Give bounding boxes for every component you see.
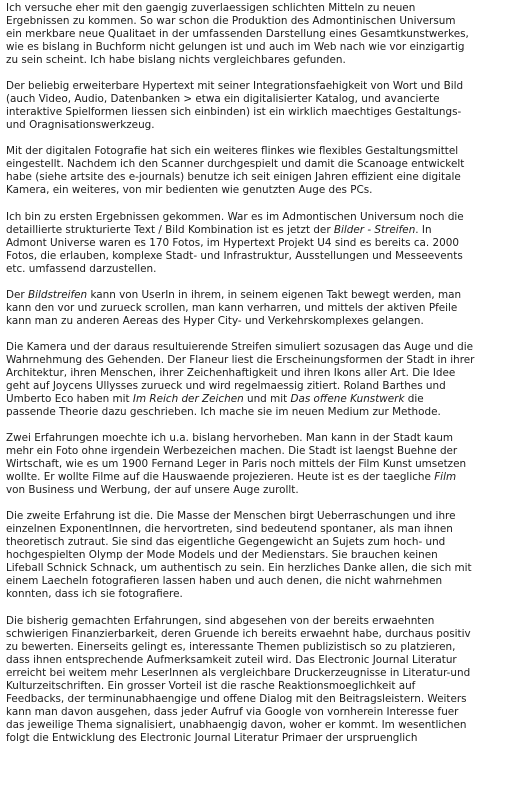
text-line <box>6 237 504 250</box>
text-segment: Der <box>6 288 28 301</box>
text-line <box>6 693 504 706</box>
text-line <box>6 354 504 367</box>
text-line <box>6 628 504 641</box>
text-line <box>6 641 504 654</box>
text-segment: zu bewerten. Einerseits gelingt es, interessante Themen publizistisch so zu platzieren, <box>6 640 456 653</box>
text-line <box>6 106 504 119</box>
text-segment: und mit <box>243 392 291 405</box>
text-line <box>6 211 504 224</box>
italic-title: Im Reich der Zeichen <box>132 392 244 405</box>
text-line <box>6 484 504 497</box>
text-segment: folgt die Entwicklung des Electronic Journal Literatur Primaer der urspruenglich <box>6 731 418 744</box>
text-line <box>6 15 504 28</box>
text-line <box>6 263 504 276</box>
text-segment: eingestellt. Nachdem ich den Scanner durchgespielt und damit die Scanoage entwickelt <box>6 158 465 171</box>
text-line <box>6 2 504 15</box>
italic-title: Bildstreifen <box>27 288 88 301</box>
text-segment: Der beliebig erweiterbare Hypertext mit seiner Integrationsfaehigkeit von Wort und Bild <box>6 80 464 93</box>
text-line <box>6 158 504 171</box>
text-line <box>6 171 504 184</box>
text-segment: wollte. Er wollte Filme auf die Hauswaende projezieren. Heute ist es der taegliche <box>6 471 435 484</box>
text-segment: Mit der digitalen Fotografie hat sich ein weiteres flinkes wie flexibles Gestaltungsmittel <box>6 145 459 158</box>
text-line <box>6 588 504 601</box>
text-line <box>6 719 504 732</box>
text-line <box>6 54 504 67</box>
text-line <box>6 510 504 523</box>
text-segment: habe (siehe artsite des e-journals) benutze ich seit einigen Jahren effizient eine digitale <box>6 171 461 184</box>
text-segment: Kulturzeitschriften. Ein grosser Vorteil ist die rasche Reaktionsmoeglichkeit auf <box>6 679 416 692</box>
text-line <box>6 302 504 315</box>
text-segment: mehr ein Foto ohne irgendein Werbezeichen machen. Die Stadt ist laengst Buehne der <box>6 445 458 458</box>
text-segment: Die bisherig gemachten Erfahrungen, sind abgesehen von der bereits erwaehnten <box>6 614 435 627</box>
text-segment: kann man davon ausgehen, dass jeder Aufruf via Google von vornherein Interesse fuer <box>6 705 459 718</box>
text-line <box>6 406 504 419</box>
text-segment: Fotos, die erlauben, komplexe Stadt- und Infrastruktur, Ausstellungen und Messeevents <box>6 249 463 262</box>
text-line <box>6 341 504 354</box>
paragraph <box>6 615 504 745</box>
italic-title: Das offene Kunstwerk <box>290 392 405 405</box>
text-segment: und Oragnisationswerkzeug. <box>6 119 155 132</box>
text-segment: die <box>404 392 424 405</box>
text-line <box>6 119 504 132</box>
paragraph <box>6 289 504 328</box>
text-segment: detaillierte strukturierte Text / Bild Kombination ist es jetzt der <box>6 223 334 236</box>
paragraph <box>6 510 504 601</box>
text-segment: kann von UserIn in ihrem, in seinem eigenen Takt bewegt werden, man <box>87 288 462 301</box>
text-line <box>6 667 504 680</box>
text-line <box>6 615 504 628</box>
text-line <box>6 445 504 458</box>
text-line <box>6 654 504 667</box>
text-segment: von Business und Werbung, der auf unsere Auge zurollt. <box>6 484 299 497</box>
text-segment: Admont Universe waren es 170 Fotos, im Hypertext Projekt U4 sind es bereits ca. 2000 <box>6 236 459 249</box>
text-line <box>6 28 504 41</box>
text-line <box>6 224 504 237</box>
text-line <box>6 393 504 406</box>
text-segment: Die Kamera und der daraus resultuierende Streifen simuliert sozusagen das Auge und die <box>6 340 473 353</box>
text-line <box>6 80 504 93</box>
text-segment: einzelnen ExponentInnen, die hervortreten, sind bedeutend spontaner, als man ihnen <box>6 523 453 536</box>
text-line <box>6 549 504 562</box>
text-line <box>6 732 504 745</box>
text-segment: Architektur, ihren Menschen, ihrer Zeichenhaftigkeit und ihren Ikons aller Art. Die Idee <box>6 366 456 379</box>
text-segment: ein merkbare neue Qualitaet in der umfassenden Darstellung eines Gesamtkunstwerkes, <box>6 28 469 40</box>
text-segment: das jeweilige Thema signalisiert, unabhaengig davon, woher er kommt. Im wesentlichen <box>6 718 467 731</box>
italic-title: Bilder - Streifen <box>333 223 416 236</box>
text-line <box>6 315 504 328</box>
paragraph <box>6 341 504 419</box>
text-line <box>6 367 504 380</box>
text-segment: etc. umfassend darzustellen. <box>6 262 157 275</box>
text-segment: Umberto Eco haben mit <box>6 392 133 405</box>
text-segment: schwierigen Finanzierbarkeit, deren Gruende ich bereits erwaehnt habe, durchaus positiv <box>6 627 471 640</box>
paragraph <box>6 432 504 497</box>
text-line <box>6 93 504 106</box>
text-segment: Ich versuche eher mit den gaengig zuverlaessigen schlichten Mitteln zu neuen <box>6 2 416 14</box>
text-line <box>6 380 504 393</box>
text-segment: Lifeball Schnick Schnack, um authentisch zu sein. Ein herzliches Danke allen, die sich mit <box>6 562 472 575</box>
text-segment: hochgespielten Olymp der Mode Models und der Medienstars. Sie brauchen keinen <box>6 549 438 562</box>
paragraph <box>6 145 504 197</box>
text-line <box>6 562 504 575</box>
text-segment: Kamera, ein weiteres, von mir bedienten wie genutzten Auge des PCs. <box>6 184 373 197</box>
text-line <box>6 471 504 484</box>
text-line <box>6 289 504 302</box>
text-segment: interaktive Spielformen liessen sich einbinden) ist ein wirklich maechtiges Gestaltungs- <box>6 106 462 119</box>
text-segment: passende Theorie dazu geschrieben. Ich mache sie im neuen Medium zur Methode. <box>6 405 441 418</box>
text-line <box>6 575 504 588</box>
text-line <box>6 145 504 158</box>
text-line <box>6 184 504 197</box>
text-segment: geht auf Joycens Ullysses zurueck und wird regelmaessig zitiert. Roland Barthes und <box>6 379 446 392</box>
text-line <box>6 536 504 549</box>
text-segment: zu sein scheint. Ich habe bislang nichts vergleichbares gefunden. <box>6 54 346 66</box>
text-line <box>6 523 504 536</box>
italic-title: Film <box>434 471 457 484</box>
text-segment: dass ihnen entsprechende Aufmerksamkeit zuteil wird. Das Electronic Journal Literatur <box>6 653 457 666</box>
text-segment: Ich bin zu ersten Ergebnissen gekommen. War es im Admontischen Universum noch die <box>6 210 464 223</box>
text-line <box>6 250 504 263</box>
text-segment: konnten, dass ich sie fotografiere. <box>6 588 183 601</box>
text-segment: theoretisch zutraut. Sie sind das eigentliche Gegengewicht an Sujets zum hoch- und <box>6 536 446 549</box>
text-segment: einem Laecheln fotografieren lassen haben und auch denen, die nicht wahrnehmen <box>6 575 443 588</box>
text-body <box>6 2 504 745</box>
text-segment: Wirtschaft, wie es um 1900 Fernand Leger in Paris noch mittels der Film Kunst umsetzen <box>6 458 467 471</box>
text-segment: Die zweite Erfahrung ist die. Die Masse der Menschen birgt Ueberraschungen und ihre <box>6 510 456 523</box>
text-line <box>6 41 504 54</box>
text-line <box>6 680 504 693</box>
text-segment: (auch Video, Audio, Datenbanken > etwa ein digitalisierter Katalog, und avancierte <box>6 93 440 106</box>
text-segment: . In <box>415 223 432 236</box>
text-segment: Wahrnehmung des Gehenden. Der Flaneur liest die Erscheinungsformen der Stadt in ihrer <box>6 353 475 366</box>
text-line <box>6 458 504 471</box>
paragraph <box>6 2 504 67</box>
text-segment: Zwei Erfahrungen moechte ich u.a. bislang hervorheben. Man kann in der Stadt kaum <box>6 432 454 445</box>
text-segment: wie es bislang in Buchform nicht gelungen ist und auch im Web nach wie vor einzigartig <box>6 41 465 53</box>
paragraph <box>6 80 504 132</box>
paragraph <box>6 211 504 276</box>
text-segment: Feedbacks, der terminunabhaengige und offene Dialog mit den Beitragsleistern. Weiters <box>6 692 467 705</box>
text-segment: Ergebnissen zu kommen. So war schon die Produktion des Admontinischen Universum <box>6 15 456 27</box>
text-segment: kann man zu anderen Aereas des Hyper City- und Verkehrskomplexes gelangen. <box>6 314 424 327</box>
text-segment: kann den vor und zurueck scrollen, man kann verharren, und mittels der aktiven Pfeile <box>6 301 458 314</box>
text-segment: erreicht bei weitem mehr LeserInnen als vergleichbare Druckerzeugnisse in Literatur-und <box>6 666 471 679</box>
text-line <box>6 706 504 719</box>
text-line <box>6 432 504 445</box>
